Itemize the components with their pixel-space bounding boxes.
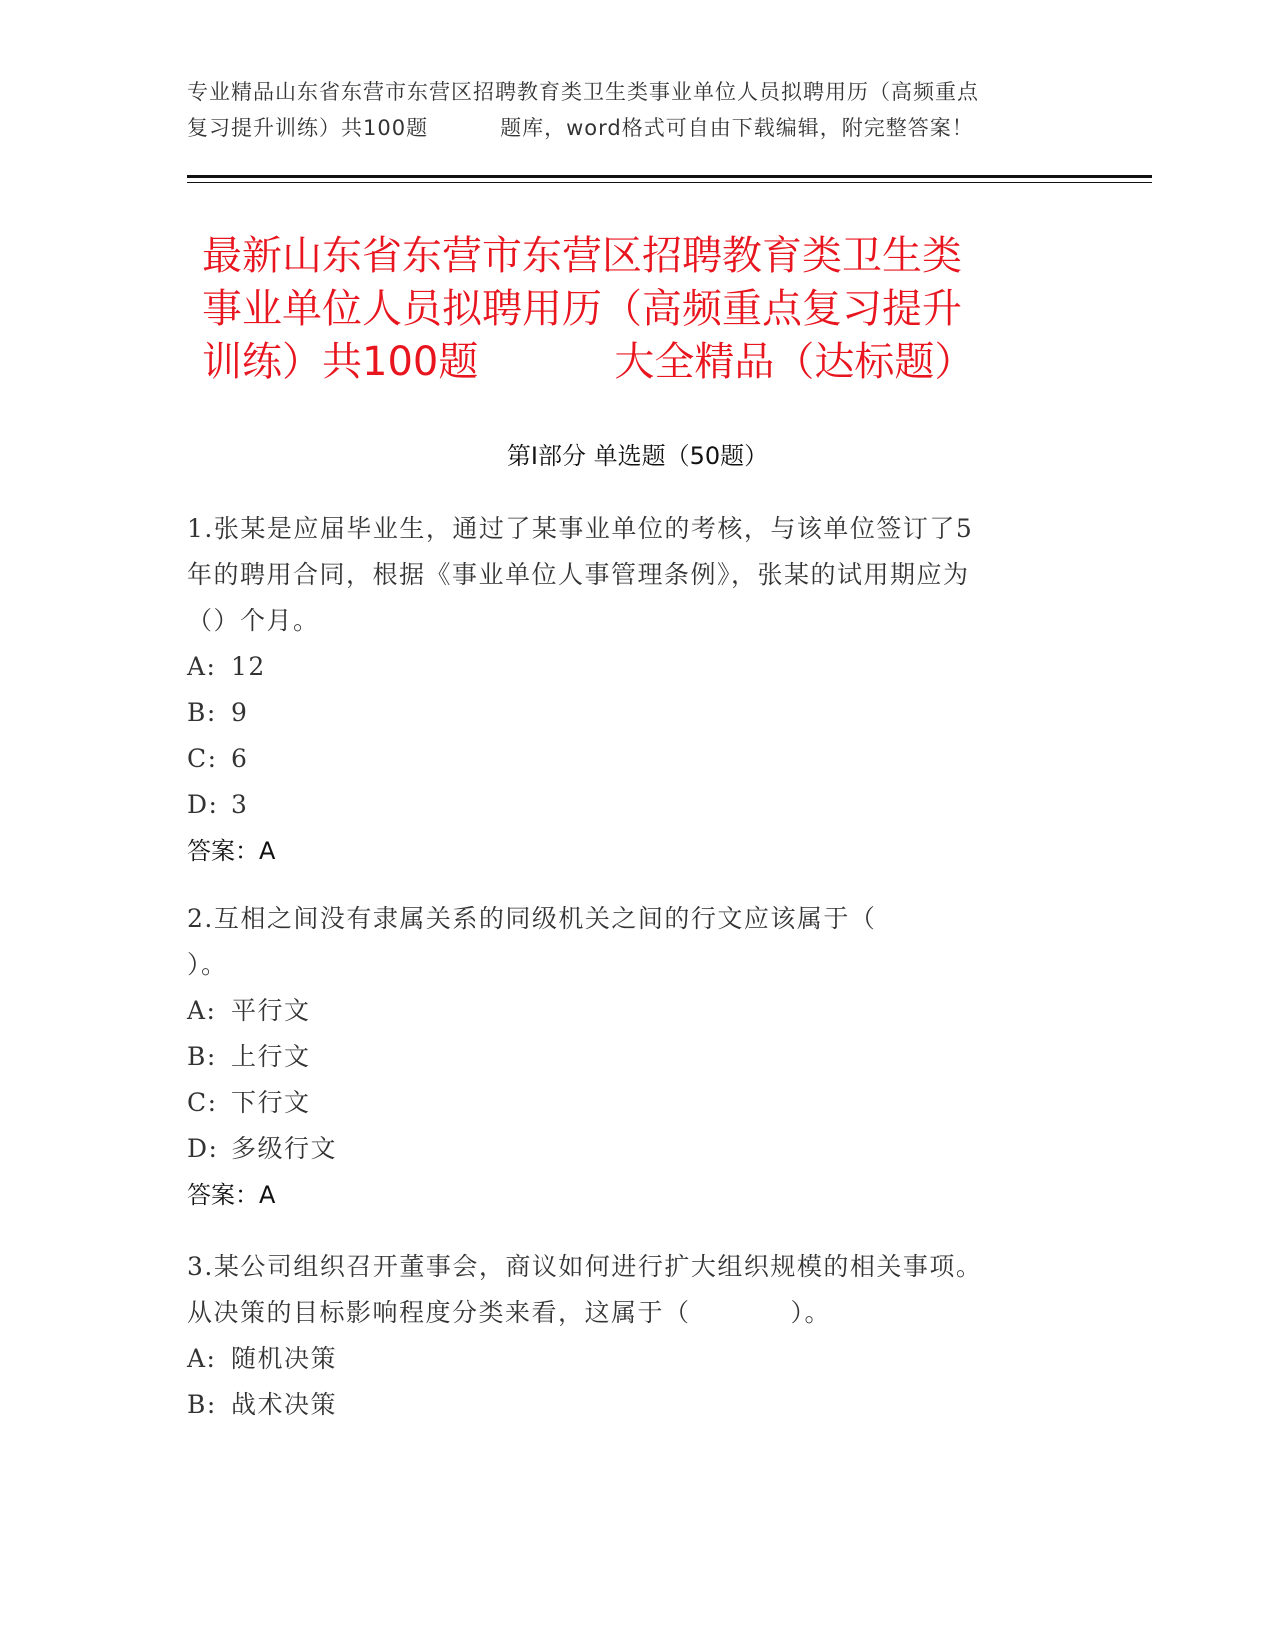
option-key: D: <box>187 1134 219 1163</box>
option-text: 平行文 <box>231 996 311 1025</box>
option-key: C: <box>187 744 218 773</box>
option-a <box>187 988 1087 1034</box>
option-c <box>187 1080 1087 1126</box>
option-text: 随机决策 <box>231 1344 338 1373</box>
option-b <box>187 1034 1087 1080</box>
question-stem-line: 3.某公司组织召开董事会，商议如何进行扩大组织规模的相关事项。 <box>187 1252 983 1281</box>
question-stem-line: 1.张某是应届毕业生，通过了某事业单位的考核，与该单位签订了5 <box>187 514 974 543</box>
section-heading: 第Ⅰ部分 单选题（50题） <box>506 442 769 470</box>
option-text: 12 <box>231 652 266 681</box>
document-title-line2: 事业单位人员拟聘用历（高频重点复习提升 <box>202 286 962 332</box>
question-stem-tail-right: ）。 <box>790 1298 832 1327</box>
question-stem-line: ）。 <box>187 950 228 979</box>
option-key: B: <box>187 1042 217 1071</box>
option-a <box>187 1336 1087 1382</box>
document-title <box>202 230 1082 389</box>
document-title-line3 <box>202 336 1082 389</box>
question-stem-line: （）个月。 <box>187 606 320 635</box>
option-b <box>187 690 1087 736</box>
question-1 <box>187 506 1087 874</box>
document-title-line3-left: 训练）共100题 <box>202 339 479 385</box>
option-key: B: <box>187 698 217 727</box>
option-text: 3 <box>231 790 249 819</box>
option-key: A: <box>187 996 217 1025</box>
option-text: 9 <box>231 698 249 727</box>
question-stem-tail-left: 从决策的目标影响程度分类来看，这属于（ <box>187 1298 691 1327</box>
option-key: A: <box>187 1344 217 1373</box>
option-key: A: <box>187 652 217 681</box>
answer-line: 答案：A <box>187 837 276 865</box>
option-c <box>187 736 1087 782</box>
option-key: C: <box>187 1088 218 1117</box>
option-b <box>187 1382 1087 1428</box>
option-key: D: <box>187 790 219 819</box>
question-stem-line: 年的聘用合同，根据《事业单位人事管理条例》，张某的试用期应为 <box>187 560 970 589</box>
option-text: 6 <box>231 744 249 773</box>
question-stem-line <box>187 1290 1087 1336</box>
answer-line: 答案：A <box>187 1181 276 1209</box>
header-note-line1: 专业精品山东省东营市东营区招聘教育类卫生类事业单位人员拟聘用历（高频重点 <box>187 80 979 104</box>
question-2 <box>187 896 1087 1218</box>
header-divider-thick <box>187 175 1152 178</box>
document-title-line3-right: 大全精品（达标题） <box>614 339 975 385</box>
option-text: 下行文 <box>231 1088 311 1117</box>
header-divider-thin <box>187 182 1152 183</box>
option-d <box>187 782 1087 828</box>
header-note-line2 <box>187 110 1087 146</box>
option-d <box>187 1126 1087 1172</box>
header-note-line2-left: 复习提升训练）共100题 <box>187 116 429 140</box>
question-3 <box>187 1244 1087 1428</box>
option-text: 多级行文 <box>231 1134 338 1163</box>
header-note <box>187 74 1087 146</box>
option-text: 战术决策 <box>231 1390 338 1419</box>
option-text: 上行文 <box>231 1042 311 1071</box>
document-title-line1: 最新山东省东营市东营区招聘教育类卫生类 <box>202 233 962 279</box>
question-stem-line: 2.互相之间没有隶属关系的同级机关之间的行文应该属于（ <box>187 904 877 933</box>
header-note-line2-right: 题库，word格式可自由下载编辑，附完整答案！ <box>500 116 974 140</box>
option-key: B: <box>187 1390 217 1419</box>
option-a <box>187 644 1087 690</box>
